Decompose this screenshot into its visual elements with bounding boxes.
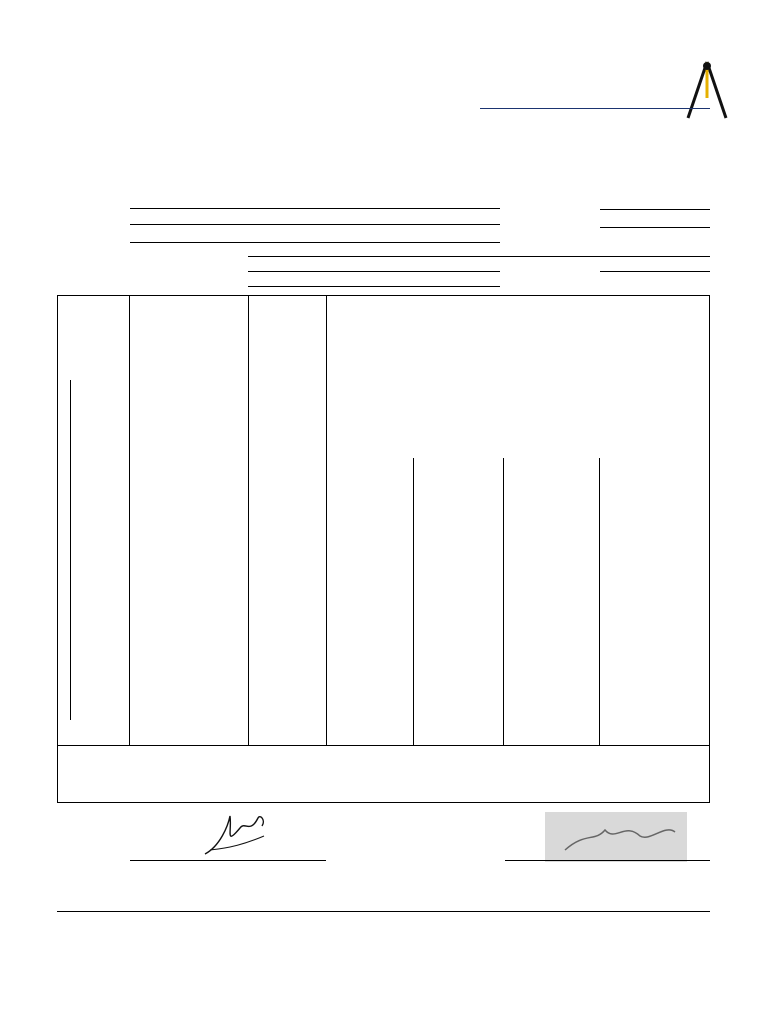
granulometric-chart	[326, 295, 710, 458]
signature-elaboro-icon	[200, 806, 270, 858]
logo-divider	[480, 108, 710, 109]
tripod-logo-icon	[684, 58, 730, 124]
signature-aprobo-icon	[545, 812, 687, 862]
